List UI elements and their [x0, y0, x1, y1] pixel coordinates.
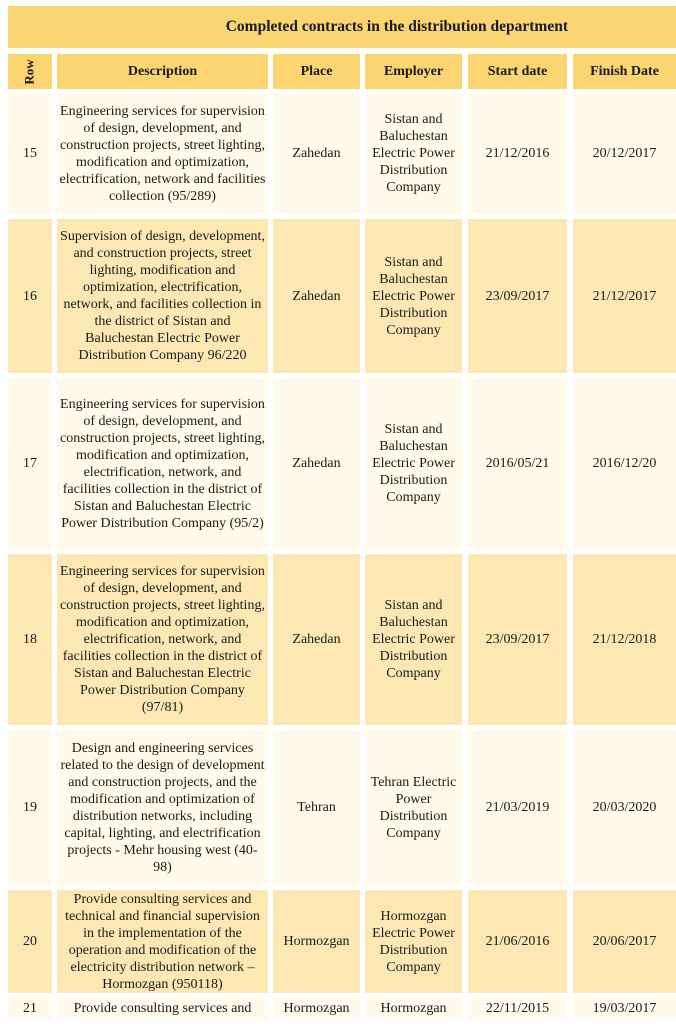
column-header-place: Place [273, 54, 360, 89]
description-cell: Design and engineering services related to the design of development and construction projects, and the modification and optimization of distribution networks, including capital, lighting, and electrification projects - Mehr housing west (40-98) [57, 730, 268, 885]
place-cell: Zahedan [273, 378, 360, 549]
place-cell: Hormozgan [273, 998, 360, 1019]
place-cell: Zahedan [273, 93, 360, 214]
start-date-cell: 23/09/2017 [468, 554, 567, 725]
row-number: 15 [8, 93, 52, 214]
place-cell: Zahedan [273, 219, 360, 373]
place-cell: Tehran [273, 730, 360, 885]
column-header-row: Row [8, 54, 52, 89]
start-date-cell: 21/12/2016 [468, 93, 567, 214]
row-number: 19 [8, 730, 52, 885]
table-title: Completed contracts in the distribution department [8, 6, 676, 48]
row-number: 17 [8, 378, 52, 549]
column-header-finish-date: Finish Date [573, 54, 676, 89]
description-cell: Engineering services for supervision of design, development, and construction projects, street lighting, modification and optimization, electrification, network, and facilities collection in the district of Sistan and Baluchestan Electric Power Distribution Company (95/2) [57, 378, 268, 549]
finish-date-cell: 2016/12/20 [573, 378, 676, 549]
employer-cell: Hormozgan [365, 998, 462, 1019]
row-number: 16 [8, 219, 52, 373]
start-date-cell: 2016/05/21 [468, 378, 567, 549]
description-cell: Provide consulting services and [57, 998, 268, 1019]
employer-cell: Hormozgan Electric Power Distribution Company [365, 890, 462, 993]
finish-date-cell: 19/03/2017 [573, 998, 676, 1019]
employer-cell: Sistan and Baluchestan Electric Power Distribution Company [365, 219, 462, 373]
start-date-cell: 21/06/2016 [468, 890, 567, 993]
finish-date-cell: 21/12/2017 [573, 219, 676, 373]
employer-cell: Sistan and Baluchestan Electric Power Distribution Company [365, 93, 462, 214]
description-cell: Engineering services for supervision of design, development, and construction projects, street lighting, modification and optimization, electrification, network, and facilities collection in the district of Sistan and Baluchestan Electric Power Distribution Company (97/81) [57, 554, 268, 725]
place-cell: Hormozgan [273, 890, 360, 993]
start-date-cell: 22/11/2015 [468, 998, 567, 1019]
finish-date-cell: 20/06/2017 [573, 890, 676, 993]
column-header-start-date: Start date [468, 54, 567, 89]
description-cell: Supervision of design, development, and construction projects, street lighting, modification and optimization, electrification, network, and facilities collection in the district of Sistan and Baluchestan Electric Power Distribution Company 96/220 [57, 219, 268, 373]
start-date-cell: 21/03/2019 [468, 730, 567, 885]
place-cell: Zahedan [273, 554, 360, 725]
finish-date-cell: 20/03/2020 [573, 730, 676, 885]
employer-cell: Sistan and Baluchestan Electric Power Distribution Company [365, 378, 462, 549]
row-number: 20 [8, 890, 52, 993]
finish-date-cell: 20/12/2017 [573, 93, 676, 214]
description-cell: Provide consulting services and technical and financial supervision in the implementation of the operation and modification of the electricity distribution network – Hormozgan (950118) [57, 890, 268, 993]
start-date-cell: 23/09/2017 [468, 219, 567, 373]
finish-date-cell: 21/12/2018 [573, 554, 676, 725]
employer-cell: Tehran Electric Power Distribution Company [365, 730, 462, 885]
column-header-employer: Employer [365, 54, 462, 89]
column-header-description: Description [57, 54, 268, 89]
employer-cell: Sistan and Baluchestan Electric Power Distribution Company [365, 554, 462, 725]
row-number: 18 [8, 554, 52, 725]
description-cell: Engineering services for supervision of design, development, and construction projects, street lighting, modification and optimization, electrification, network and facilities collection (95/289) [57, 93, 268, 214]
row-number: 21 [8, 998, 52, 1019]
